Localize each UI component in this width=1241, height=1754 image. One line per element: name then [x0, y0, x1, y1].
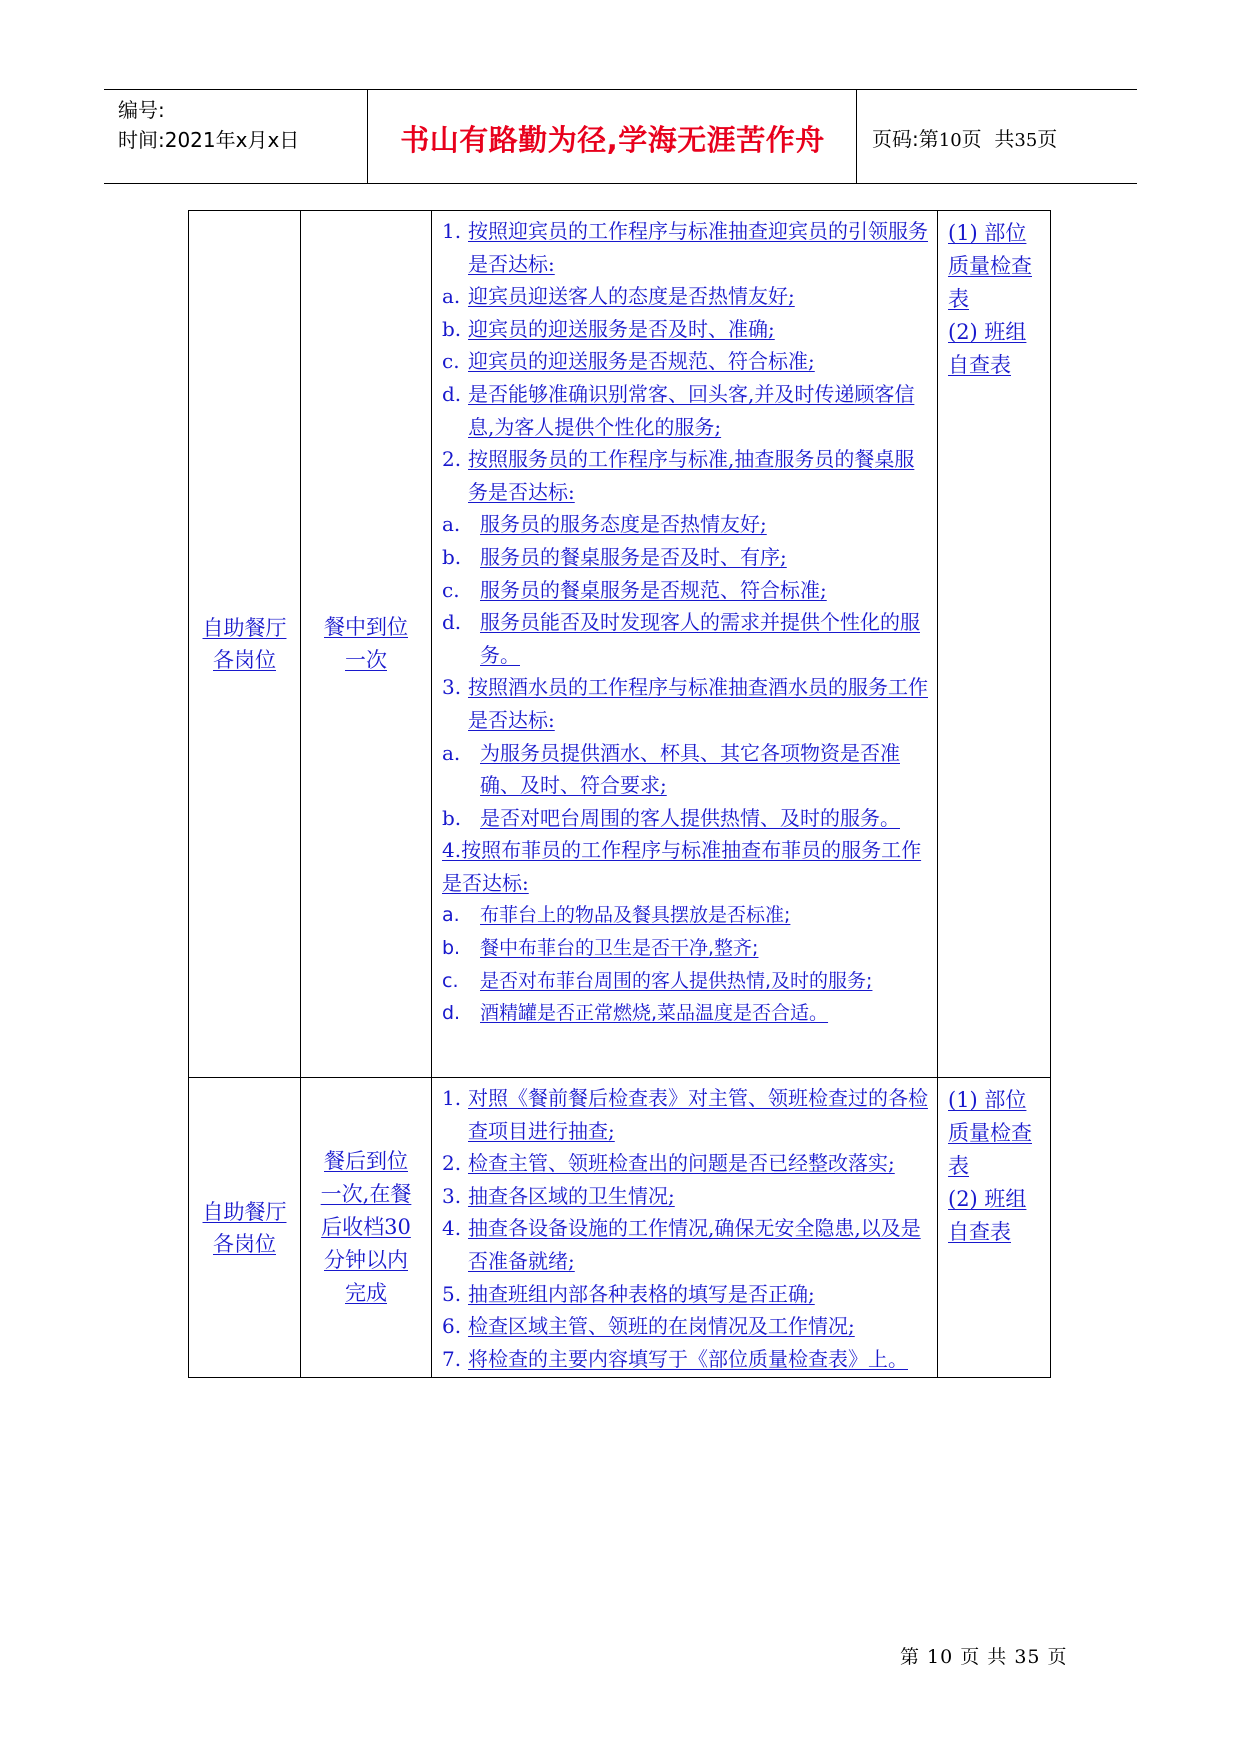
- list-item-text: 迎宾员的迎送服务是否规范、符合标准;: [468, 349, 815, 374]
- list-item-text: 餐中布菲台的卫生是否干净,整齐;: [480, 937, 759, 960]
- list-item[interactable]: [442, 737, 929, 802]
- list-item-text: 检查区域主管、领班的在岗情况及工作情况;: [468, 1314, 855, 1339]
- list-item[interactable]: [442, 1343, 929, 1376]
- list-item-text: 是否能够准确识别常客、回头客,并及时传递顾客信息,为客人提供个性化的服务;: [468, 381, 915, 439]
- list-item-marker: a.: [442, 740, 461, 765]
- page-suffix: 页: [1037, 127, 1058, 151]
- list-item[interactable]: [442, 1147, 929, 1180]
- list-item-text: 按照酒水员的工作程序与标准抽查酒水员的服务工作是否达标:: [468, 675, 928, 732]
- list-item-text: 迎宾员的迎送服务是否及时、准确;: [468, 316, 775, 341]
- forms-cell: [938, 211, 1051, 1078]
- list-item[interactable]: [442, 606, 929, 671]
- form-link[interactable]: (1) 部位质量检查表: [948, 1088, 1032, 1178]
- list-item-text: 按照服务员的工作程序与标准,抽查服务员的餐桌服务是否达标:: [468, 447, 915, 504]
- post-link[interactable]: 自助餐厅: [202, 1199, 287, 1224]
- list-item[interactable]: [442, 313, 929, 346]
- inspection-table: [188, 210, 1051, 1378]
- list-item-marker: 1.: [442, 219, 462, 243]
- page-current: 10: [938, 130, 962, 151]
- list-item[interactable]: [442, 508, 929, 541]
- list-item-text: 为服务员提供酒水、杯具、其它各项物资是否准确、及时、符合要求;: [480, 740, 900, 798]
- frequency-link[interactable]: 后收档30: [321, 1215, 411, 1240]
- list-item-text: 4.按照布菲员的工作程序与标准抽查布菲员的服务工作是否达标:: [442, 838, 922, 895]
- list-item[interactable]: [442, 443, 929, 508]
- list-item-marker: c.: [442, 969, 459, 992]
- list-item[interactable]: [442, 574, 929, 607]
- list-item-marker: b.: [442, 544, 462, 569]
- post-cell: [189, 211, 301, 1078]
- content-cell: [432, 211, 938, 1078]
- list-item-marker: b.: [442, 805, 462, 830]
- list-item-text: 抽查各设备设施的工作情况,确保无安全隐患,以及是否准备就绪;: [468, 1216, 921, 1273]
- list-item[interactable]: [442, 899, 929, 932]
- list-item-marker: d.: [442, 381, 462, 406]
- list-item-text: 抽查班组内部各种表格的填写是否正确;: [468, 1281, 815, 1306]
- header-meta: [118, 95, 299, 155]
- list-item[interactable]: [442, 345, 929, 378]
- header-motto: 书山有路勤为径,学海无涯苦作舟: [400, 123, 825, 157]
- list-item-marker: 3.: [442, 675, 462, 700]
- list-item-marker: 6.: [442, 1314, 462, 1339]
- page-total: 35: [1014, 130, 1038, 151]
- post-link[interactable]: 各岗位: [213, 648, 276, 672]
- frequency-link[interactable]: 餐后到位: [324, 1149, 408, 1174]
- number-label: 编号:: [118, 98, 165, 122]
- page-prefix: 页码:第: [872, 127, 939, 151]
- frequency-link[interactable]: 分钟以内: [324, 1248, 408, 1273]
- page-mid: 页 共: [961, 127, 1015, 151]
- list-item-text: 迎宾员迎送客人的态度是否热情友好;: [468, 284, 795, 309]
- table-row: [189, 211, 1051, 1078]
- frequency-link[interactable]: 完成: [345, 1281, 387, 1306]
- header-divider: [856, 90, 857, 183]
- list-item[interactable]: [442, 671, 929, 736]
- list-item[interactable]: [442, 280, 929, 313]
- post-cell: [189, 1078, 301, 1378]
- header-page-number: [872, 123, 1057, 152]
- list-item-text: 酒精罐是否正常燃烧,菜品温度是否合适。: [480, 1002, 829, 1025]
- time-label: 时间:2021年x月x日: [118, 128, 300, 152]
- list-item-marker: a.: [442, 512, 461, 537]
- list-item-marker: 4.: [442, 1216, 462, 1241]
- list-item-marker: d.: [442, 1002, 461, 1025]
- page-footer: 第 10 页 共 35 页: [900, 1646, 1068, 1668]
- list-item[interactable]: [442, 1278, 929, 1311]
- list-item[interactable]: [442, 1180, 929, 1213]
- list-item-text: 对照《餐前餐后检查表》对主管、领班检查过的各检查项目进行抽查;: [468, 1086, 928, 1143]
- list-item[interactable]: [442, 1310, 929, 1343]
- frequency-link[interactable]: 一次: [345, 648, 387, 672]
- list-item[interactable]: [442, 834, 929, 899]
- list-item-marker: c.: [442, 577, 460, 602]
- form-link[interactable]: (1) 部位质量检查表: [948, 221, 1032, 311]
- list-item-marker: b.: [442, 937, 461, 960]
- form-link[interactable]: (2) 班组自查表: [948, 320, 1027, 377]
- list-item-text: 按照迎宾员的工作程序与标准抽查迎宾员的引领服务是否达标:: [468, 219, 928, 276]
- list-item-text: 服务员的餐桌服务是否及时、有序;: [480, 544, 787, 569]
- list-item-marker: 2.: [442, 447, 462, 472]
- list-item-text: 服务员的餐桌服务是否规范、符合标准;: [480, 577, 827, 602]
- list-item[interactable]: [442, 1212, 929, 1277]
- list-item-marker: b.: [442, 316, 462, 341]
- list-item[interactable]: [442, 997, 929, 1030]
- list-item-marker: 3.: [442, 1183, 462, 1208]
- list-item-text: 是否对布菲台周围的客人提供热情,及时的服务;: [480, 969, 873, 992]
- frequency-link[interactable]: 餐中到位: [324, 615, 408, 639]
- list-item-marker: 2.: [442, 1151, 462, 1176]
- header-divider: [367, 90, 368, 183]
- list-item[interactable]: [442, 965, 929, 998]
- list-item[interactable]: [442, 1082, 929, 1147]
- list-item-marker: 5.: [442, 1281, 462, 1306]
- list-item-marker: c.: [442, 349, 460, 374]
- list-item-text: 抽查各区域的卫生情况;: [468, 1183, 675, 1208]
- list-item-text: 检查主管、领班检查出的问题是否已经整改落实;: [468, 1151, 895, 1176]
- list-item-marker: 1.: [442, 1086, 462, 1110]
- frequency-link[interactable]: 一次,在餐: [320, 1182, 412, 1207]
- list-item-text: 是否对吧台周围的客人提供热情、及时的服务。: [480, 805, 900, 830]
- list-item-marker: 7.: [442, 1346, 462, 1371]
- list-item[interactable]: [442, 215, 929, 280]
- list-item[interactable]: [442, 378, 929, 443]
- list-item[interactable]: [442, 541, 929, 574]
- frequency-cell: [301, 211, 432, 1078]
- list-item-text: 服务员能否及时发现客人的需求并提供个性化的服务。: [480, 610, 920, 667]
- forms-cell: [938, 1078, 1051, 1378]
- list-item[interactable]: [442, 802, 929, 835]
- list-item[interactable]: [442, 932, 929, 965]
- list-item-text: 服务员的服务态度是否热情友好;: [480, 512, 767, 537]
- list-item-text: 布菲台上的物品及餐具摆放是否标准;: [480, 904, 791, 927]
- post-link[interactable]: 自助餐厅: [202, 616, 287, 640]
- post-link[interactable]: 各岗位: [213, 1231, 276, 1256]
- list-item-marker: a.: [442, 904, 460, 927]
- list-item-marker: a.: [442, 284, 461, 309]
- form-link[interactable]: (2) 班组自查表: [948, 1187, 1027, 1244]
- list-item-text: 将检查的主要内容填写于《部位质量检查表》上。: [468, 1346, 908, 1371]
- document-header: [104, 89, 1137, 184]
- list-item-marker: d.: [442, 610, 462, 635]
- table-row: [189, 1078, 1051, 1378]
- content-cell: [432, 1078, 938, 1378]
- frequency-cell: [301, 1078, 432, 1378]
